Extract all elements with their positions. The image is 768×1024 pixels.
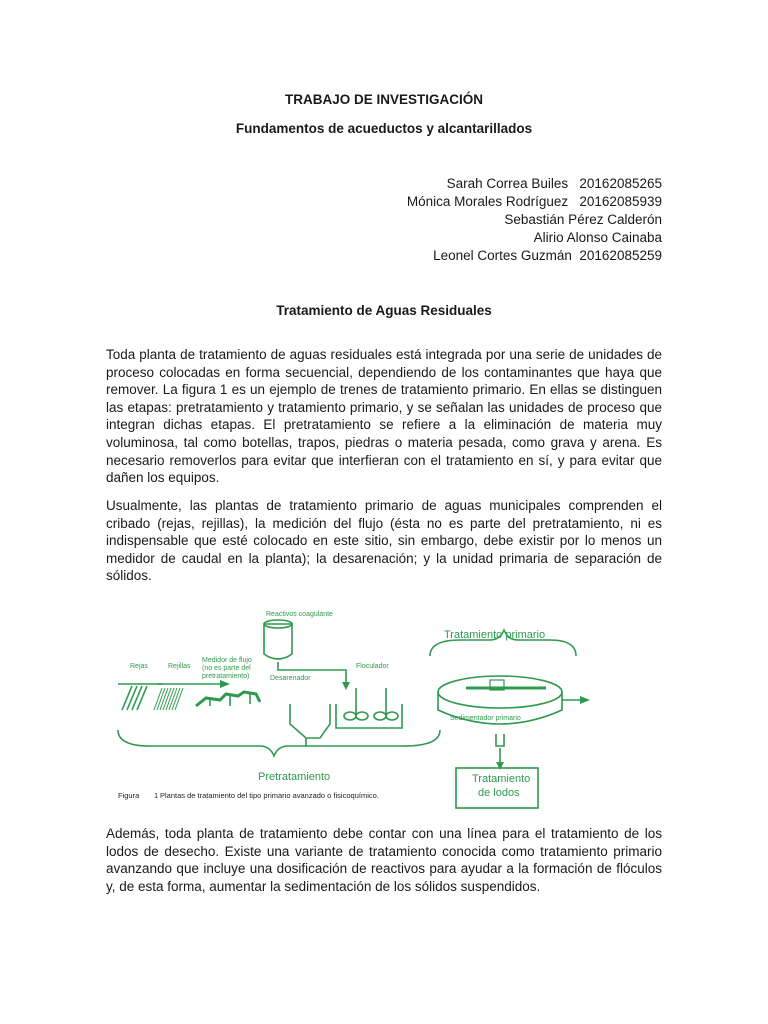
label-floculador: Floculador xyxy=(356,663,389,670)
rejas-screen xyxy=(122,686,147,710)
pretratamiento-brace xyxy=(118,730,440,756)
figure-caption-text: Plantas de tratamiento del tipo primario avanzado o fisicoquímico. xyxy=(160,791,379,800)
label-pretratamiento: Pretratamiento xyxy=(258,771,331,783)
reagent-tank xyxy=(264,624,292,659)
figure-caption-label: Figura xyxy=(118,791,140,800)
author-list xyxy=(407,175,662,265)
paragraph-intro: Toda planta de tratamiento de aguas residuales está integrada por una serie de unidades de proceso colocadas en forma secuencial, dependiendo de los contaminantes que haya que remover. La figura 1 es un ejemplo de trenes de tratamiento primario. En ellas se distinguen las etapas: pretratamiento y tratamiento primario, y se señalan las unidades de proceso que integran dichas etapas. El pretratamiento se refiere a la eliminación de materia muy voluminosa, tal como botellas, trapos, piedras o materia pesada, como grava y arena. Es necesario removerlos para evitar que interfieran con el tratamiento en sí, y para evitar que dañen los equipos. xyxy=(106,347,662,486)
floculador-tank xyxy=(336,704,402,728)
label-lodos: de lodos xyxy=(478,787,520,799)
desarenador-tank xyxy=(290,704,330,738)
author-line: Alirio Alonso Cainaba xyxy=(533,230,662,245)
author-line: Mónica Morales Rodríguez 20162085939 xyxy=(406,194,662,209)
label-lodos: Tratamiento xyxy=(472,773,531,785)
author-line: Sebastián Pérez Calderón xyxy=(504,212,662,227)
label-medidor: Medidor de flujo xyxy=(202,657,252,664)
label-medidor-note: pretratamiento) xyxy=(202,673,250,680)
figure-caption-number: 1 xyxy=(154,791,159,800)
sedimentador-tank xyxy=(438,676,562,746)
section-title: Tratamiento de Aguas Residuales xyxy=(276,303,492,318)
rejillas-screen xyxy=(154,688,183,710)
reagent-line xyxy=(278,662,346,686)
paragraph-sludge: Además, toda planta de tratamiento debe contar con una línea para el tratamiento de los lodos de desecho. Existe una variante de tratamiento conocida como tratamiento primario avanzando que incluye una dosificación de reactivos para ayudar a la formación de flóculos y, de esta forma, aumentar la sedimentación de los sólidos suspendidos. xyxy=(106,826,662,894)
paragraph-primary-treatment: Usualmente, las plantas de tratamiento primario de aguas municipales comprenden el cribado (rejas, rejillas), la medición del flujo (ésta no es parte del pretratamiento, ni es indispensable que esté colocado en este sitio, sin embargo, debe existir por lo menos un medidor de caudal en la planta); la desarenación; y la unidad primaria de separación de sólidos. xyxy=(106,498,662,584)
document-title: TRABAJO DE INVESTIGACIÓN xyxy=(284,92,484,107)
treatment-diagram xyxy=(110,606,670,812)
label-reactivos: Reactivos coagulante xyxy=(266,611,333,618)
label-tratamiento-primario: Tratamiento primario xyxy=(444,629,546,641)
author-line: Leonel Cortes Guzmán 20162085259 xyxy=(433,248,662,263)
label-rejillas: Rejillas xyxy=(168,663,191,670)
label-desarenador: Desarenador xyxy=(270,675,311,682)
label-rejas: Rejas xyxy=(130,663,148,670)
label-medidor-note: (no es parte del xyxy=(202,665,251,672)
label-sedimentador: Sedimentador primario xyxy=(450,715,521,722)
author-line: Sarah Correa Builes 20162085265 xyxy=(446,176,662,191)
document-subtitle: Fundamentos de acueductos y alcantarillados xyxy=(235,121,533,136)
